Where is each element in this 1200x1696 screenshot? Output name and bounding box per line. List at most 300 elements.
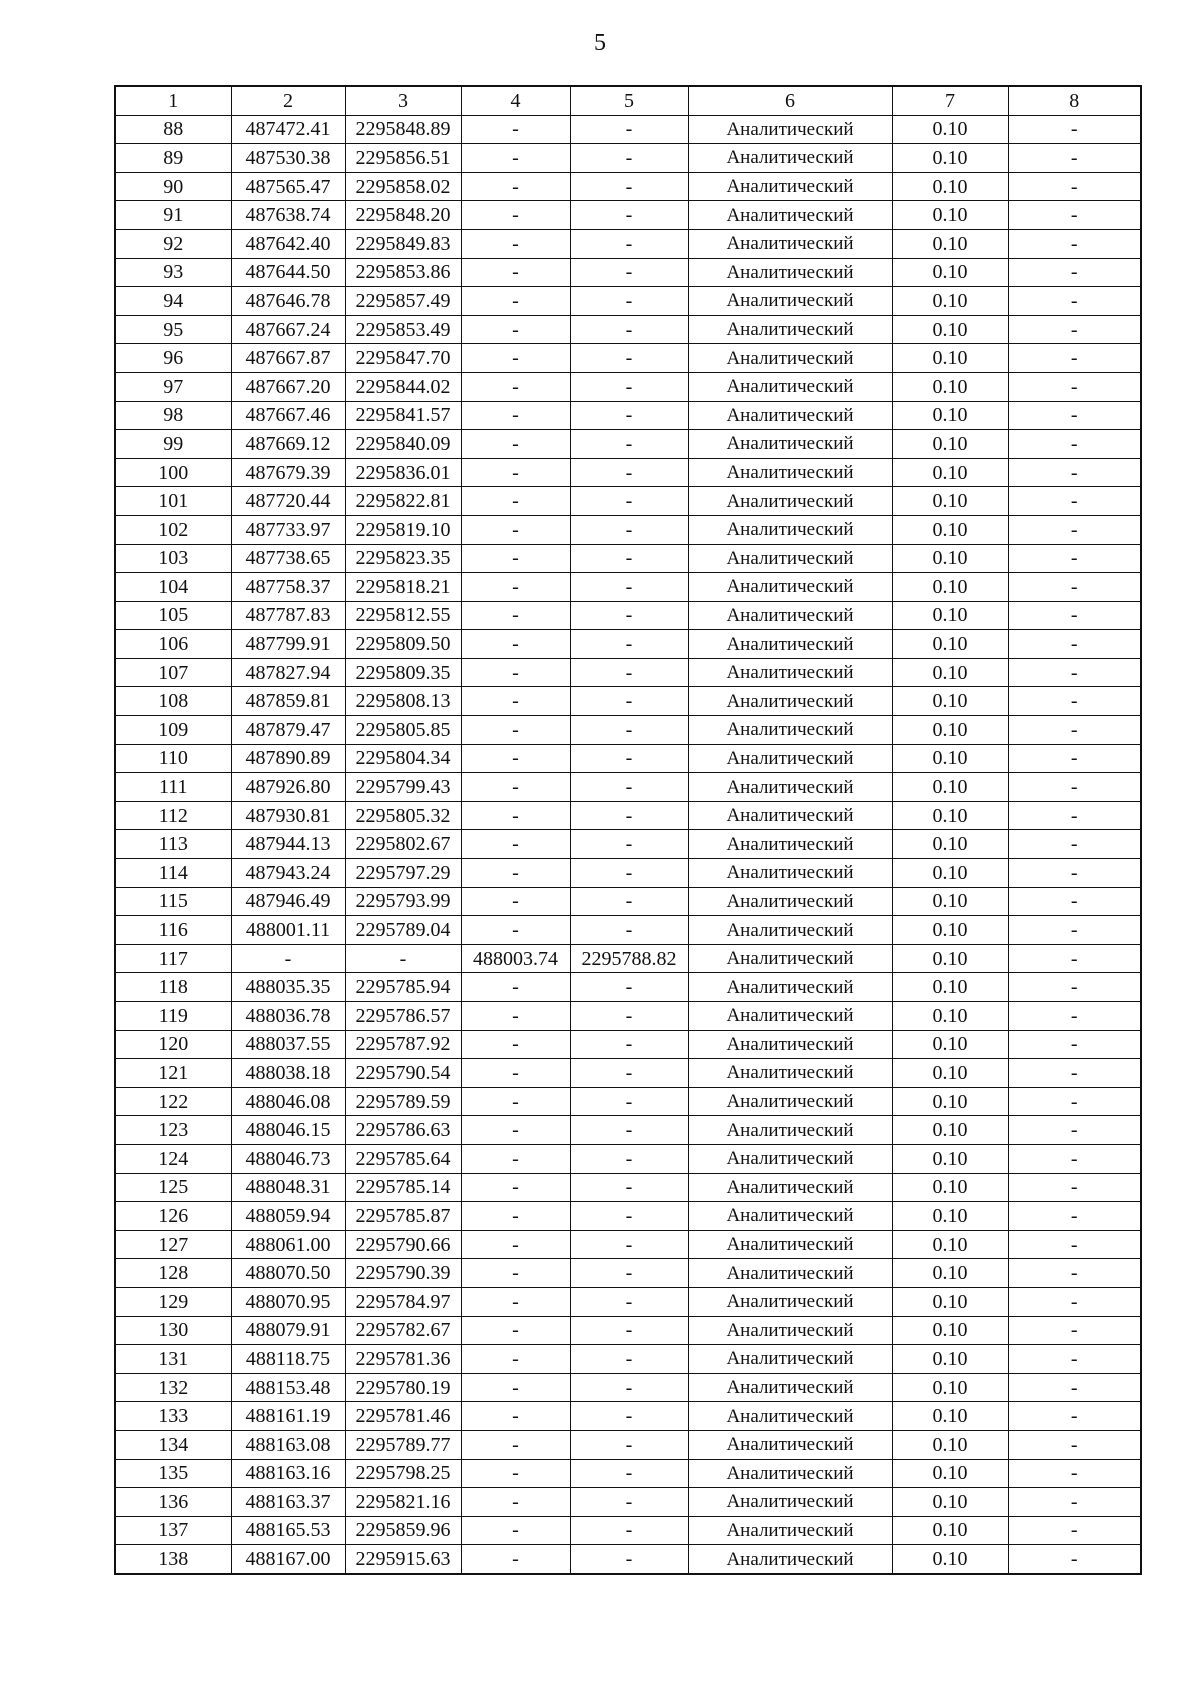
table-cell: 2295840.09: [345, 430, 461, 459]
table-cell: -: [570, 1144, 688, 1173]
table-cell: 110: [115, 744, 231, 773]
table-cell: -: [1008, 144, 1141, 173]
column-header: 6: [688, 86, 892, 115]
table-cell: Аналитический: [688, 801, 892, 830]
table-cell: 0.10: [892, 916, 1008, 945]
table-cell: 0.10: [892, 1287, 1008, 1316]
table-cell: 2295781.46: [345, 1402, 461, 1431]
table-cell: 2295853.86: [345, 258, 461, 287]
table-cell: -: [461, 372, 570, 401]
table-cell: -: [461, 1059, 570, 1088]
table-cell: -: [461, 1488, 570, 1517]
table-cell: 487472.41: [231, 115, 345, 144]
table-cell: 2295786.63: [345, 1116, 461, 1145]
table-cell: Аналитический: [688, 229, 892, 258]
table-cell: Аналитический: [688, 716, 892, 745]
table-cell: 487890.89: [231, 744, 345, 773]
table-cell: 0.10: [892, 687, 1008, 716]
table-cell: -: [1008, 830, 1141, 859]
table-cell: 487669.12: [231, 430, 345, 459]
table-cell: -: [570, 887, 688, 916]
table-cell: 0.10: [892, 1173, 1008, 1202]
table-cell: 0.10: [892, 1116, 1008, 1145]
table-cell: -: [461, 344, 570, 373]
table-cell: -: [570, 544, 688, 573]
table-cell: -: [461, 573, 570, 602]
table-cell: -: [1008, 487, 1141, 516]
table-cell: 0.10: [892, 144, 1008, 173]
table-cell: 2295849.83: [345, 229, 461, 258]
table-cell: 488061.00: [231, 1230, 345, 1259]
table-cell: 122: [115, 1087, 231, 1116]
table-cell: 127: [115, 1230, 231, 1259]
table-cell: -: [1008, 344, 1141, 373]
table-cell: -: [570, 1316, 688, 1345]
table-cell: Аналитический: [688, 830, 892, 859]
table-cell: 487642.40: [231, 229, 345, 258]
table-cell: -: [1008, 1516, 1141, 1545]
table-cell: 117: [115, 944, 231, 973]
table-cell: -: [1008, 1545, 1141, 1574]
table-cell: -: [570, 687, 688, 716]
table-row: [115, 1259, 1141, 1288]
table-cell: 2295788.82: [570, 944, 688, 973]
table-cell: -: [570, 1345, 688, 1374]
table-row: [115, 315, 1141, 344]
table-cell: 2295786.57: [345, 1002, 461, 1031]
table-cell: 0.10: [892, 315, 1008, 344]
table-cell: 2295853.49: [345, 315, 461, 344]
table-cell: 2295844.02: [345, 372, 461, 401]
table-cell: 2295848.89: [345, 115, 461, 144]
table-cell: -: [1008, 944, 1141, 973]
table-cell: Аналитический: [688, 544, 892, 573]
table-cell: Аналитический: [688, 687, 892, 716]
table-cell: -: [1008, 601, 1141, 630]
table-cell: 0.10: [892, 1087, 1008, 1116]
table-cell: 111: [115, 773, 231, 802]
table-cell: 129: [115, 1287, 231, 1316]
table-cell: 488153.48: [231, 1373, 345, 1402]
table-cell: 487667.87: [231, 344, 345, 373]
table-cell: -: [461, 887, 570, 916]
table-cell: 0.10: [892, 172, 1008, 201]
table-cell: 488161.19: [231, 1402, 345, 1431]
table-cell: -: [461, 287, 570, 316]
table-cell: Аналитический: [688, 1144, 892, 1173]
table-cell: 487646.78: [231, 287, 345, 316]
table-cell: 2295805.85: [345, 716, 461, 745]
table-cell: Аналитический: [688, 1173, 892, 1202]
table-cell: -: [461, 401, 570, 430]
table-row: [115, 1030, 1141, 1059]
table-cell: -: [461, 773, 570, 802]
table-cell: Аналитический: [688, 1345, 892, 1374]
table-cell: Аналитический: [688, 1459, 892, 1488]
table-row: [115, 973, 1141, 1002]
table-cell: -: [461, 716, 570, 745]
table-body: [115, 115, 1141, 1574]
table-cell: Аналитический: [688, 315, 892, 344]
table-cell: -: [461, 258, 570, 287]
table-cell: 92: [115, 229, 231, 258]
table-cell: -: [570, 287, 688, 316]
table-cell: 487946.49: [231, 887, 345, 916]
table-cell: Аналитический: [688, 430, 892, 459]
table-cell: -: [1008, 401, 1141, 430]
table-cell: 2295856.51: [345, 144, 461, 173]
table-cell: Аналитический: [688, 1402, 892, 1431]
table-cell: -: [231, 944, 345, 973]
table-cell: 105: [115, 601, 231, 630]
table-cell: -: [1008, 1230, 1141, 1259]
table-cell: -: [570, 487, 688, 516]
table-cell: -: [461, 744, 570, 773]
table-cell: -: [1008, 544, 1141, 573]
table-cell: 137: [115, 1516, 231, 1545]
table-row: [115, 773, 1141, 802]
table-row: [115, 372, 1141, 401]
table-cell: -: [461, 1545, 570, 1574]
table-cell: -: [1008, 573, 1141, 602]
table-cell: 2295805.32: [345, 801, 461, 830]
table-cell: 2295841.57: [345, 401, 461, 430]
table-cell: Аналитический: [688, 201, 892, 230]
table-cell: 0.10: [892, 973, 1008, 1002]
table-cell: 0.10: [892, 1030, 1008, 1059]
table-cell: Аналитический: [688, 1030, 892, 1059]
table-cell: 0.10: [892, 859, 1008, 888]
table-cell: 0.10: [892, 1459, 1008, 1488]
table-cell: 2295797.29: [345, 859, 461, 888]
table-cell: 0.10: [892, 1202, 1008, 1231]
table-row: [115, 859, 1141, 888]
table-cell: 2295809.35: [345, 658, 461, 687]
table-cell: -: [570, 1030, 688, 1059]
table-cell: 487943.24: [231, 859, 345, 888]
table-cell: 488046.15: [231, 1116, 345, 1145]
table-row: [115, 1430, 1141, 1459]
table-cell: Аналитический: [688, 1430, 892, 1459]
table-cell: -: [570, 630, 688, 659]
table-cell: -: [570, 115, 688, 144]
table-row: [115, 1488, 1141, 1517]
table-cell: 99: [115, 430, 231, 459]
table-cell: Аналитический: [688, 1316, 892, 1345]
table-cell: 488048.31: [231, 1173, 345, 1202]
table-cell: -: [570, 258, 688, 287]
table-cell: -: [461, 1230, 570, 1259]
table-cell: 488163.08: [231, 1430, 345, 1459]
table-cell: Аналитический: [688, 1116, 892, 1145]
table-cell: -: [461, 687, 570, 716]
table-row: [115, 1087, 1141, 1116]
table-cell: -: [1008, 1316, 1141, 1345]
table-cell: -: [461, 658, 570, 687]
table-cell: 2295859.96: [345, 1516, 461, 1545]
table-cell: 0.10: [892, 1259, 1008, 1288]
table-row: [115, 916, 1141, 945]
table-cell: -: [1008, 115, 1141, 144]
table-row: [115, 1402, 1141, 1431]
table-row: [115, 1316, 1141, 1345]
table-cell: 89: [115, 144, 231, 173]
table-cell: -: [570, 1259, 688, 1288]
table-row: [115, 1202, 1141, 1231]
column-header: 5: [570, 86, 688, 115]
table-row: [115, 687, 1141, 716]
table-cell: -: [461, 1516, 570, 1545]
table-cell: Аналитический: [688, 1230, 892, 1259]
column-header: 1: [115, 86, 231, 115]
table-cell: 488046.73: [231, 1144, 345, 1173]
table-cell: 487799.91: [231, 630, 345, 659]
table-cell: 2295790.39: [345, 1259, 461, 1288]
table-cell: Аналитический: [688, 887, 892, 916]
table-cell: -: [461, 201, 570, 230]
table-row: [115, 601, 1141, 630]
table-cell: 488070.50: [231, 1259, 345, 1288]
table-cell: 0.10: [892, 1373, 1008, 1402]
table-cell: 126: [115, 1202, 231, 1231]
table-row: [115, 287, 1141, 316]
table-cell: 114: [115, 859, 231, 888]
table-cell: -: [461, 1459, 570, 1488]
table-cell: -: [570, 1116, 688, 1145]
table-row: [115, 801, 1141, 830]
table-cell: -: [461, 1287, 570, 1316]
table-row: [115, 430, 1141, 459]
table-cell: -: [570, 1459, 688, 1488]
table-cell: -: [570, 372, 688, 401]
table-cell: 115: [115, 887, 231, 916]
table-cell: 113: [115, 830, 231, 859]
table-cell: 2295819.10: [345, 515, 461, 544]
table-cell: 487859.81: [231, 687, 345, 716]
table-cell: 487679.39: [231, 458, 345, 487]
table-cell: -: [1008, 1144, 1141, 1173]
table-cell: 487758.37: [231, 573, 345, 602]
table-cell: 98: [115, 401, 231, 430]
table-cell: -: [570, 830, 688, 859]
table-cell: 0.10: [892, 773, 1008, 802]
table-cell: 132: [115, 1373, 231, 1402]
table-cell: -: [1008, 1116, 1141, 1145]
table-cell: Аналитический: [688, 115, 892, 144]
table-cell: 123: [115, 1116, 231, 1145]
table-row: [115, 1373, 1141, 1402]
table-cell: 488035.35: [231, 973, 345, 1002]
table-row: [115, 458, 1141, 487]
table-row: [115, 1459, 1141, 1488]
table-cell: Аналитический: [688, 601, 892, 630]
table-cell: -: [1008, 1373, 1141, 1402]
table-cell: -: [570, 1087, 688, 1116]
table-cell: -: [461, 1087, 570, 1116]
table-cell: 118: [115, 973, 231, 1002]
table-cell: -: [570, 716, 688, 745]
table-cell: -: [570, 1230, 688, 1259]
table-cell: -: [1008, 716, 1141, 745]
table-cell: -: [461, 973, 570, 1002]
table-cell: 487827.94: [231, 658, 345, 687]
table-cell: -: [1008, 801, 1141, 830]
table-cell: 0.10: [892, 229, 1008, 258]
table-cell: -: [461, 544, 570, 573]
table-cell: 488118.75: [231, 1345, 345, 1374]
table-cell: 0.10: [892, 716, 1008, 745]
table-cell: -: [461, 830, 570, 859]
table-row: [115, 744, 1141, 773]
table-cell: -: [1008, 458, 1141, 487]
table-cell: Аналитический: [688, 1002, 892, 1031]
table-cell: -: [461, 630, 570, 659]
table-cell: 2295823.35: [345, 544, 461, 573]
table-cell: 2295799.43: [345, 773, 461, 802]
table-cell: 2295804.34: [345, 744, 461, 773]
table-cell: 2295821.16: [345, 1488, 461, 1517]
table-cell: Аналитический: [688, 944, 892, 973]
table-cell: 0.10: [892, 1230, 1008, 1259]
table-cell: -: [1008, 172, 1141, 201]
table-cell: -: [461, 430, 570, 459]
table-cell: 2295789.59: [345, 1087, 461, 1116]
table-cell: -: [1008, 229, 1141, 258]
table-cell: Аналитический: [688, 973, 892, 1002]
table-cell: -: [461, 1402, 570, 1431]
table-cell: Аналитический: [688, 458, 892, 487]
table-cell: -: [1008, 1173, 1141, 1202]
table-cell: Аналитический: [688, 1373, 892, 1402]
table-row: [115, 1002, 1141, 1031]
table-cell: 2295802.67: [345, 830, 461, 859]
table-row: [115, 887, 1141, 916]
table-cell: 136: [115, 1488, 231, 1517]
table-cell: 2295782.67: [345, 1316, 461, 1345]
table-cell: 0.10: [892, 458, 1008, 487]
table-cell: -: [461, 916, 570, 945]
table-cell: Аналитический: [688, 487, 892, 516]
table-cell: -: [570, 916, 688, 945]
table-cell: -: [570, 601, 688, 630]
table-cell: 0.10: [892, 887, 1008, 916]
table-cell: 0.10: [892, 430, 1008, 459]
table-cell: -: [461, 801, 570, 830]
table-cell: 2295784.97: [345, 1287, 461, 1316]
table-cell: 487926.80: [231, 773, 345, 802]
table-cell: 94: [115, 287, 231, 316]
table-cell: 2295812.55: [345, 601, 461, 630]
table-cell: 2295822.81: [345, 487, 461, 516]
table-cell: 119: [115, 1002, 231, 1031]
table-cell: 2295858.02: [345, 172, 461, 201]
column-header: 2: [231, 86, 345, 115]
table-cell: 97: [115, 372, 231, 401]
page-number: 5: [594, 30, 606, 56]
table-cell: Аналитический: [688, 372, 892, 401]
table-cell: 2295789.04: [345, 916, 461, 945]
table-cell: -: [461, 115, 570, 144]
table-cell: -: [1008, 1345, 1141, 1374]
table-cell: -: [461, 601, 570, 630]
table-row: [115, 1144, 1141, 1173]
table-row: [115, 401, 1141, 430]
table-cell: -: [570, 401, 688, 430]
table-cell: 488001.11: [231, 916, 345, 945]
table-cell: 2295787.92: [345, 1030, 461, 1059]
table-row: [115, 1230, 1141, 1259]
table-cell: 0.10: [892, 744, 1008, 773]
table-cell: -: [461, 1373, 570, 1402]
table-cell: -: [1008, 430, 1141, 459]
table-cell: -: [461, 229, 570, 258]
table-cell: -: [461, 1259, 570, 1288]
table-cell: Аналитический: [688, 1516, 892, 1545]
table-cell: 488163.16: [231, 1459, 345, 1488]
table-cell: -: [570, 573, 688, 602]
table-header-row: [115, 86, 1141, 115]
table-cell: 487530.38: [231, 144, 345, 173]
table-cell: -: [570, 658, 688, 687]
table-cell: -: [570, 1287, 688, 1316]
table-cell: Аналитический: [688, 1059, 892, 1088]
table-cell: -: [570, 744, 688, 773]
table-row: [115, 515, 1141, 544]
table-row: [115, 1287, 1141, 1316]
table-cell: 0.10: [892, 487, 1008, 516]
table-cell: 487738.65: [231, 544, 345, 573]
table-cell: 0.10: [892, 258, 1008, 287]
table-cell: 487787.83: [231, 601, 345, 630]
coordinates-table: [114, 85, 1142, 1575]
table-cell: -: [1008, 1087, 1141, 1116]
table-cell: 2295789.77: [345, 1430, 461, 1459]
table-cell: 487667.24: [231, 315, 345, 344]
table-cell: 109: [115, 716, 231, 745]
table-cell: Аналитический: [688, 573, 892, 602]
table-cell: 2295808.13: [345, 687, 461, 716]
table-cell: 2295836.01: [345, 458, 461, 487]
table-cell: -: [570, 458, 688, 487]
table-row: [115, 630, 1141, 659]
table-cell: -: [570, 515, 688, 544]
table-cell: 488036.78: [231, 1002, 345, 1031]
table-cell: -: [570, 1002, 688, 1031]
table-cell: 91: [115, 201, 231, 230]
table-row: [115, 201, 1141, 230]
table-cell: 121: [115, 1059, 231, 1088]
column-header: 4: [461, 86, 570, 115]
table-cell: Аналитический: [688, 916, 892, 945]
table-cell: 488070.95: [231, 1287, 345, 1316]
table-cell: 2295809.50: [345, 630, 461, 659]
table-cell: 0.10: [892, 630, 1008, 659]
table-cell: -: [461, 1173, 570, 1202]
table-cell: Аналитический: [688, 1202, 892, 1231]
table-cell: -: [570, 229, 688, 258]
table-row: [115, 144, 1141, 173]
table-cell: 487879.47: [231, 716, 345, 745]
table-cell: -: [570, 144, 688, 173]
table-cell: -: [1008, 658, 1141, 687]
table-cell: -: [570, 1545, 688, 1574]
table-cell: -: [461, 172, 570, 201]
table-cell: 487720.44: [231, 487, 345, 516]
table-cell: -: [1008, 973, 1141, 1002]
table-cell: 2295818.21: [345, 573, 461, 602]
table-cell: 125: [115, 1173, 231, 1202]
table-cell: -: [1008, 1030, 1141, 1059]
